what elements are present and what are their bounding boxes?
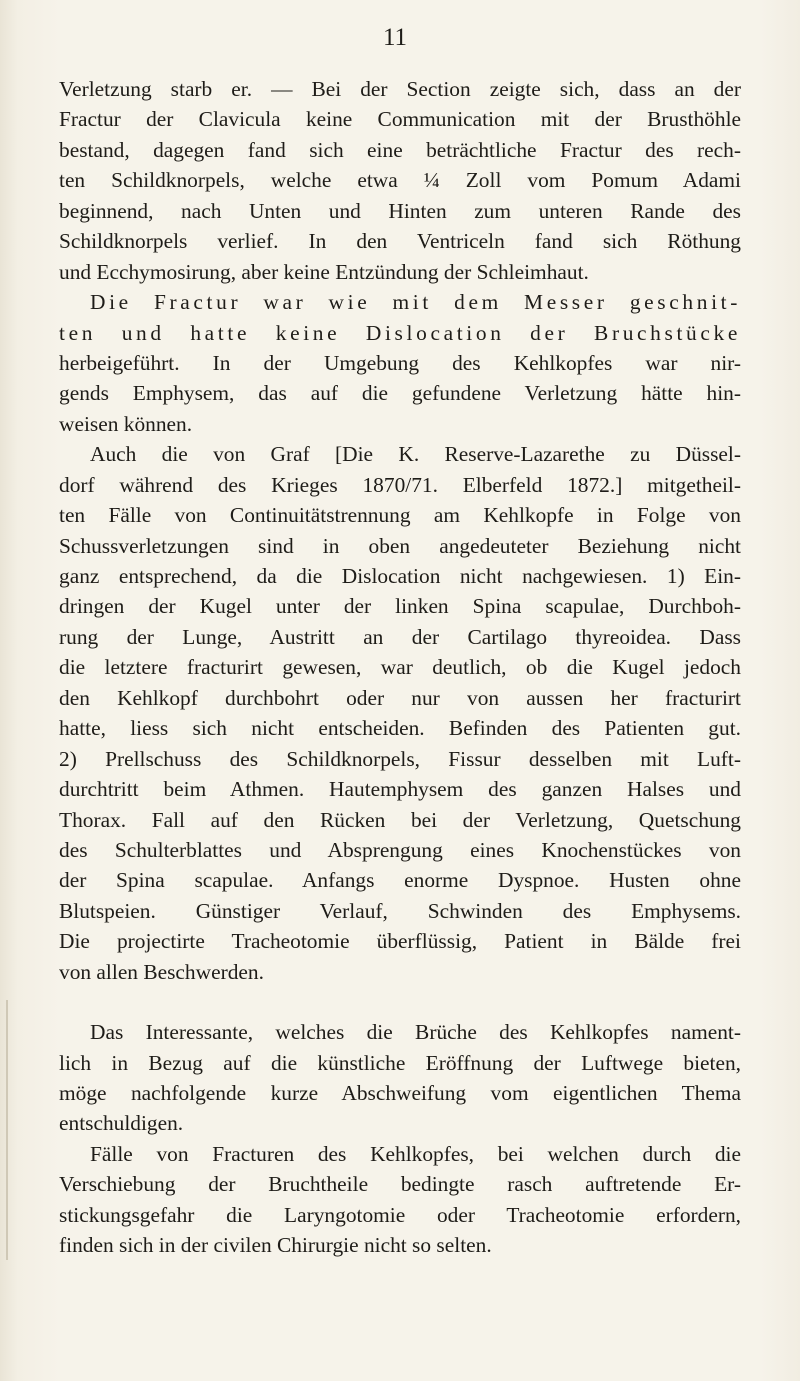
paragraph xyxy=(59,74,741,287)
text-line: bestand, dagegen fand sich eine beträchtliche Fractur des rech- xyxy=(59,137,741,162)
text-line: ten Schildknorpels, welche etwa ¼ Zoll vom Pomum Adami xyxy=(59,168,741,193)
text-line-emphasis: ten und hatte keine Dislocation der Bruchstücke xyxy=(59,320,741,345)
text-line: möge nachfolgende kurze Abschweifung vom eigentlichen Thema xyxy=(59,1081,741,1105)
text-line: von allen Beschwerden. xyxy=(59,959,264,984)
text-line: herbeigeführt. In der Umgebung des Kehlkopfes war nir- xyxy=(59,350,741,375)
text-line: Das Interessante, welches die Brüche des Kehlkopfes nament- xyxy=(90,1020,741,1045)
text-line: des Schulterblattes und Absprengung eines Knochenstückes von xyxy=(59,837,741,862)
paragraph xyxy=(59,1017,741,1139)
text-line: 2) Prellschuss des Schildknorpels, Fissur desselben mit Luft- xyxy=(59,746,741,771)
text-line: rung der Lunge, Austritt an der Cartilago thyreoidea. Dass xyxy=(59,624,741,649)
text-line: finden sich in der civilen Chirurgie nicht so selten. xyxy=(59,1233,492,1258)
text-line: stickungsgefahr die Laryngotomie oder Tracheotomie erfordern, xyxy=(59,1202,741,1227)
text-line: Verschiebung der Bruchtheile bedingte rasch auftretende Er- xyxy=(59,1172,741,1197)
text-line: dorf während des Krieges 1870/71. Elberfeld 1872.] mitgetheil- xyxy=(59,472,741,497)
paragraph xyxy=(59,287,741,439)
page-number: 11 xyxy=(382,24,408,51)
text-line: dringen der Kugel unter der linken Spina scapulae, Durchboh- xyxy=(59,594,741,619)
paragraph-gap xyxy=(59,987,741,1017)
binding-edge-mark xyxy=(6,1000,8,1260)
paragraph xyxy=(59,439,741,987)
text-line: der Spina scapulae. Anfangs enorme Dyspnoe. Husten ohne xyxy=(59,868,741,893)
text-line: weisen können. xyxy=(59,411,193,436)
text-line: durchtritt beim Athmen. Hautemphysem des ganzen Halses und xyxy=(59,777,741,802)
text-line: lich in Bezug auf die künstliche Eröffnung der Luftwege bieten, xyxy=(59,1050,741,1075)
text-line: Verletzung starb er. — Bei der Section zeigte sich, dass an der xyxy=(59,77,741,101)
text-line-emphasis: Die Fractur war wie mit dem Messer geschnit- xyxy=(90,290,741,315)
text-line: beginnend, nach Unten und Hinten zum unteren Rande des xyxy=(59,198,741,223)
text-line: Blutspeien. Günstiger Verlauf, Schwinden des Emphysems. xyxy=(59,898,741,923)
text-line: die letztere fracturirt gewesen, war deutlich, ob die Kugel jedoch xyxy=(59,655,741,680)
text-line: Fälle von Fracturen des Kehlkopfes, bei welchen durch die xyxy=(90,1141,741,1166)
text-line: entschuldigen. xyxy=(59,1111,184,1136)
text-line: Thorax. Fall auf den Rücken bei der Verletzung, Quetschung xyxy=(59,807,741,832)
paragraph xyxy=(59,1139,741,1261)
text-line: gends Emphysem, das auf die gefundene Verletzung hätte hin- xyxy=(59,381,741,406)
text-line: ten Fälle von Continuitätstrennung am Kehlkopfe in Folge von xyxy=(59,503,741,528)
text-line: den Kehlkopf durchbohrt oder nur von aussen her fracturirt xyxy=(59,685,741,710)
text-line: ganz entsprechend, da die Dislocation nicht nachgewiesen. 1) Ein- xyxy=(59,564,741,588)
text-line: und Ecchymosirung, aber keine Entzündung der Schleimhaut. xyxy=(59,259,589,284)
text-line: Auch die von Graf [Die K. Reserve-Lazarethe zu Düssel- xyxy=(90,442,741,467)
text-line: Schussverletzungen sind in oben angedeuteter Beziehung nicht xyxy=(59,533,741,558)
text-line: Die projectirte Tracheotomie überflüssig, Patient in Bälde frei xyxy=(59,929,741,954)
text-line: Fractur der Clavicula keine Communication mit der Brusthöhle xyxy=(59,107,741,132)
text-line: hatte, liess sich nicht entscheiden. Befinden des Patienten gut. xyxy=(59,716,741,741)
body-text xyxy=(59,74,741,1261)
text-line: Schildknorpels verlief. In den Ventriceln fand sich Röthung xyxy=(59,229,741,254)
